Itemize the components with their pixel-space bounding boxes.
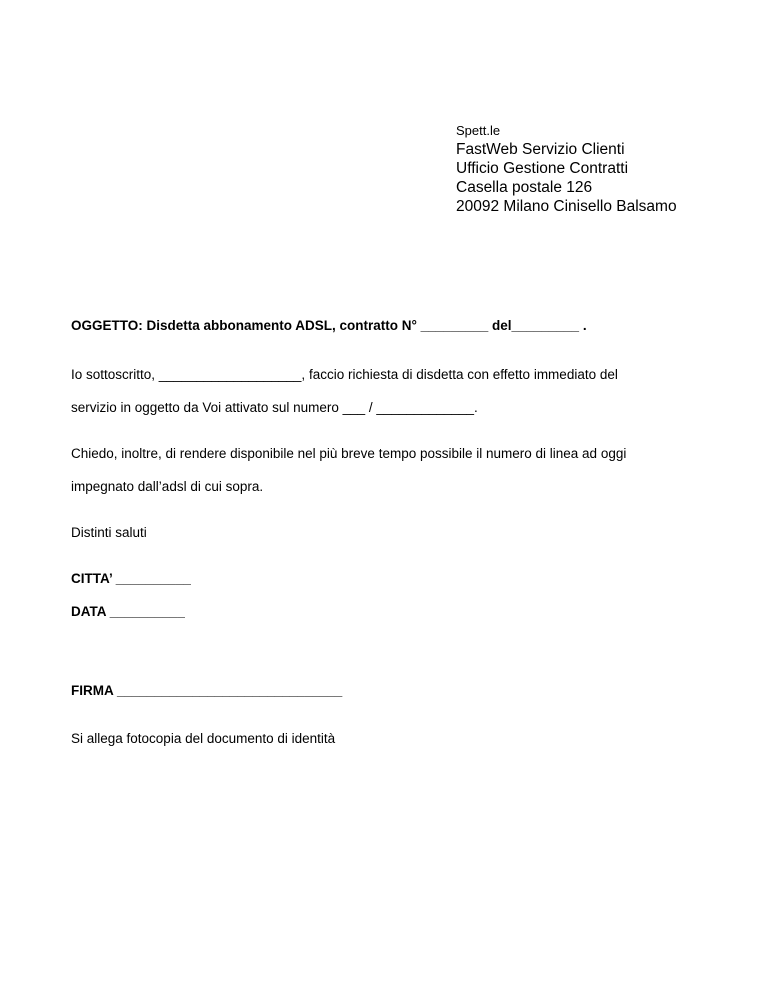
signature-field: FIRMA ______________________________ — [71, 683, 343, 698]
recipient-office: Ufficio Gestione Contratti — [456, 160, 629, 177]
paragraph2-line2: impegnato dall’adsl di cui sopra. — [71, 479, 264, 494]
attachment-note: Si allega fotocopia del documento di identità — [71, 731, 336, 746]
paragraph1-line2: servizio in oggetto da Voi attivato sul numero ___ / _____________. — [71, 400, 478, 415]
paragraph1-line1: Io sottoscritto, ___________________, faccio richiesta di disdetta con effetto immediato del — [71, 367, 618, 382]
recipient-po-box: Casella postale 126 — [456, 179, 593, 196]
subject-line: OGGETTO: Disdetta abbonamento ADSL, contratto N° _________ del_________ . — [71, 318, 587, 333]
city-field: CITTA’ __________ — [71, 571, 191, 586]
recipient-city: 20092 Milano Cinisello Balsamo — [456, 198, 677, 215]
paragraph2-line1: Chiedo, inoltre, di rendere disponibile nel più breve tempo possibile il numero di linea ad oggi — [71, 446, 627, 461]
recipient-company: FastWeb Servizio Clienti — [456, 141, 625, 158]
closing-text: Distinti saluti — [71, 525, 147, 540]
recipient-salutation: Spett.le — [456, 123, 501, 138]
date-field: DATA __________ — [71, 604, 185, 619]
recipient-address-block — [456, 123, 677, 216]
